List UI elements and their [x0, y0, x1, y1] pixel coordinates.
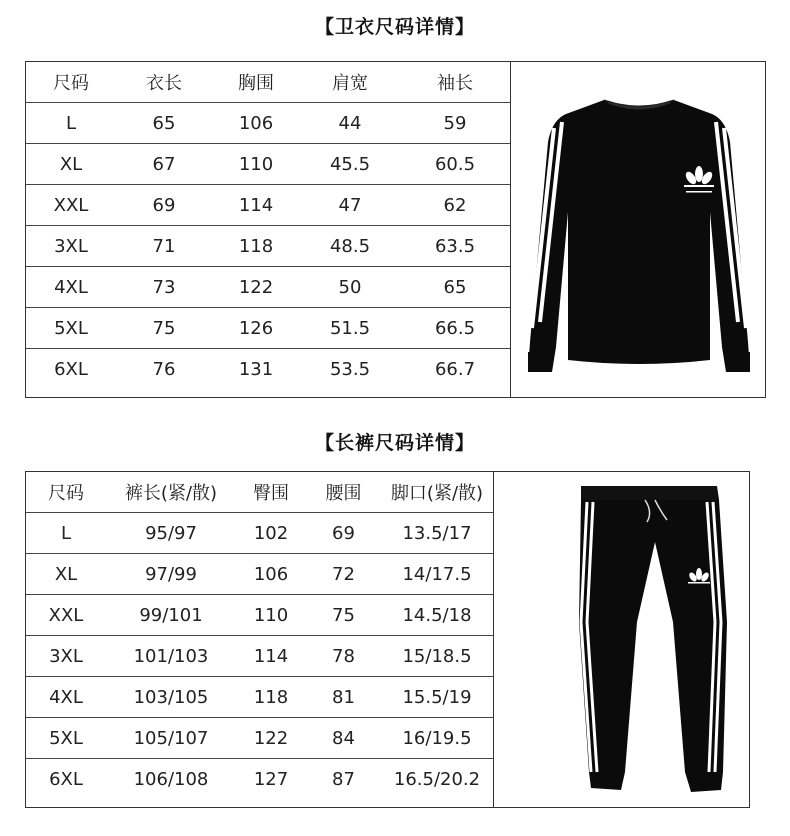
measurement-cell: 87: [306, 759, 381, 800]
measurement-cell: 114: [212, 185, 300, 226]
size-label-cell: XL: [26, 144, 116, 185]
table-header-row: [26, 472, 493, 513]
size-label-cell: 3XL: [26, 636, 106, 677]
table-row: [26, 267, 510, 308]
measurement-cell: 45.5: [300, 144, 400, 185]
table-row: [26, 144, 510, 185]
measurement-cell: 95/97: [106, 513, 236, 554]
measurement-cell: 13.5/17: [381, 513, 493, 554]
measurement-cell: 48.5: [300, 226, 400, 267]
measurement-cell: 63.5: [400, 226, 510, 267]
measurement-cell: 51.5: [300, 308, 400, 349]
measurement-cell: 106: [212, 103, 300, 144]
measurement-cell: 16.5/20.2: [381, 759, 493, 800]
measurement-cell: 131: [212, 349, 300, 390]
table-row: [26, 349, 510, 390]
measurement-cell: 44: [300, 103, 400, 144]
measurement-cell: 72: [306, 554, 381, 595]
pants-size-chart: [25, 471, 750, 808]
table-header-row: [26, 62, 510, 103]
measurement-cell: 75: [306, 595, 381, 636]
measurement-cell: 47: [300, 185, 400, 226]
measurement-cell: 16/19.5: [381, 718, 493, 759]
measurement-cell: 50: [300, 267, 400, 308]
table-row: [26, 185, 510, 226]
measurement-cell: 101/103: [106, 636, 236, 677]
size-label-cell: 4XL: [26, 677, 106, 718]
measurement-cell: 15.5/19: [381, 677, 493, 718]
measurement-cell: 105/107: [106, 718, 236, 759]
measurement-cell: 106/108: [106, 759, 236, 800]
measurement-cell: 69: [116, 185, 212, 226]
measurement-cell: 127: [236, 759, 306, 800]
sweatshirt-size-table: [26, 62, 510, 389]
measurement-cell: 15/18.5: [381, 636, 493, 677]
size-label-cell: 3XL: [26, 226, 116, 267]
measurement-cell: 118: [236, 677, 306, 718]
measurement-cell: 106: [236, 554, 306, 595]
measurement-cell: 73: [116, 267, 212, 308]
measurement-cell: 66.5: [400, 308, 510, 349]
column-header: 尺码: [26, 472, 106, 513]
pants-section-title: 【长裤尺码详情】: [314, 432, 475, 454]
size-label-cell: 5XL: [26, 308, 116, 349]
table-row: [26, 677, 493, 718]
table-row: [26, 308, 510, 349]
table-row: [26, 595, 493, 636]
table-row: [26, 759, 493, 800]
column-header: 脚口(紧/散): [381, 472, 493, 513]
size-label-cell: 6XL: [26, 349, 116, 390]
table-row: [26, 103, 510, 144]
measurement-cell: 53.5: [300, 349, 400, 390]
measurement-cell: 75: [116, 308, 212, 349]
pants-image: [495, 472, 749, 807]
table-row: [26, 718, 493, 759]
table-image-divider: [493, 472, 494, 807]
measurement-cell: 110: [236, 595, 306, 636]
measurement-cell: 122: [212, 267, 300, 308]
table-image-divider: [510, 62, 511, 397]
pants-size-table: [26, 472, 493, 799]
measurement-cell: 81: [306, 677, 381, 718]
measurement-cell: 71: [116, 226, 212, 267]
column-header: 袖长: [400, 62, 510, 103]
measurement-cell: 62: [400, 185, 510, 226]
size-label-cell: XL: [26, 554, 106, 595]
table-row: [26, 636, 493, 677]
sweatshirt-section-title: 【卫衣尺码详情】: [314, 16, 475, 38]
measurement-cell: 76: [116, 349, 212, 390]
column-header: 尺码: [26, 62, 116, 103]
size-label-cell: L: [26, 513, 106, 554]
measurement-cell: 65: [116, 103, 212, 144]
column-header: 腰围: [306, 472, 381, 513]
table-row: [26, 554, 493, 595]
column-header: 裤长(紧/散): [106, 472, 236, 513]
measurement-cell: 84: [306, 718, 381, 759]
black-jogger-pants-icon: [495, 472, 749, 806]
measurement-cell: 66.7: [400, 349, 510, 390]
size-label-cell: XXL: [26, 595, 106, 636]
size-label-cell: 6XL: [26, 759, 106, 800]
measurement-cell: 78: [306, 636, 381, 677]
column-header: 胸围: [212, 62, 300, 103]
column-header: 衣长: [116, 62, 212, 103]
column-header: 臀围: [236, 472, 306, 513]
table-row: [26, 513, 493, 554]
table-row: [26, 226, 510, 267]
measurement-cell: 118: [212, 226, 300, 267]
measurement-cell: 102: [236, 513, 306, 554]
size-label-cell: L: [26, 103, 116, 144]
sweatshirt-image: [512, 62, 765, 397]
measurement-cell: 14/17.5: [381, 554, 493, 595]
measurement-cell: 67: [116, 144, 212, 185]
size-label-cell: XXL: [26, 185, 116, 226]
measurement-cell: 122: [236, 718, 306, 759]
measurement-cell: 59: [400, 103, 510, 144]
measurement-cell: 60.5: [400, 144, 510, 185]
size-label-cell: 5XL: [26, 718, 106, 759]
measurement-cell: 69: [306, 513, 381, 554]
measurement-cell: 99/101: [106, 595, 236, 636]
measurement-cell: 14.5/18: [381, 595, 493, 636]
measurement-cell: 97/99: [106, 554, 236, 595]
measurement-cell: 110: [212, 144, 300, 185]
size-label-cell: 4XL: [26, 267, 116, 308]
column-header: 肩宽: [300, 62, 400, 103]
sweatshirt-size-chart: [25, 61, 766, 398]
measurement-cell: 126: [212, 308, 300, 349]
measurement-cell: 103/105: [106, 677, 236, 718]
measurement-cell: 114: [236, 636, 306, 677]
black-crewneck-sweatshirt-icon: [512, 62, 766, 396]
measurement-cell: 65: [400, 267, 510, 308]
